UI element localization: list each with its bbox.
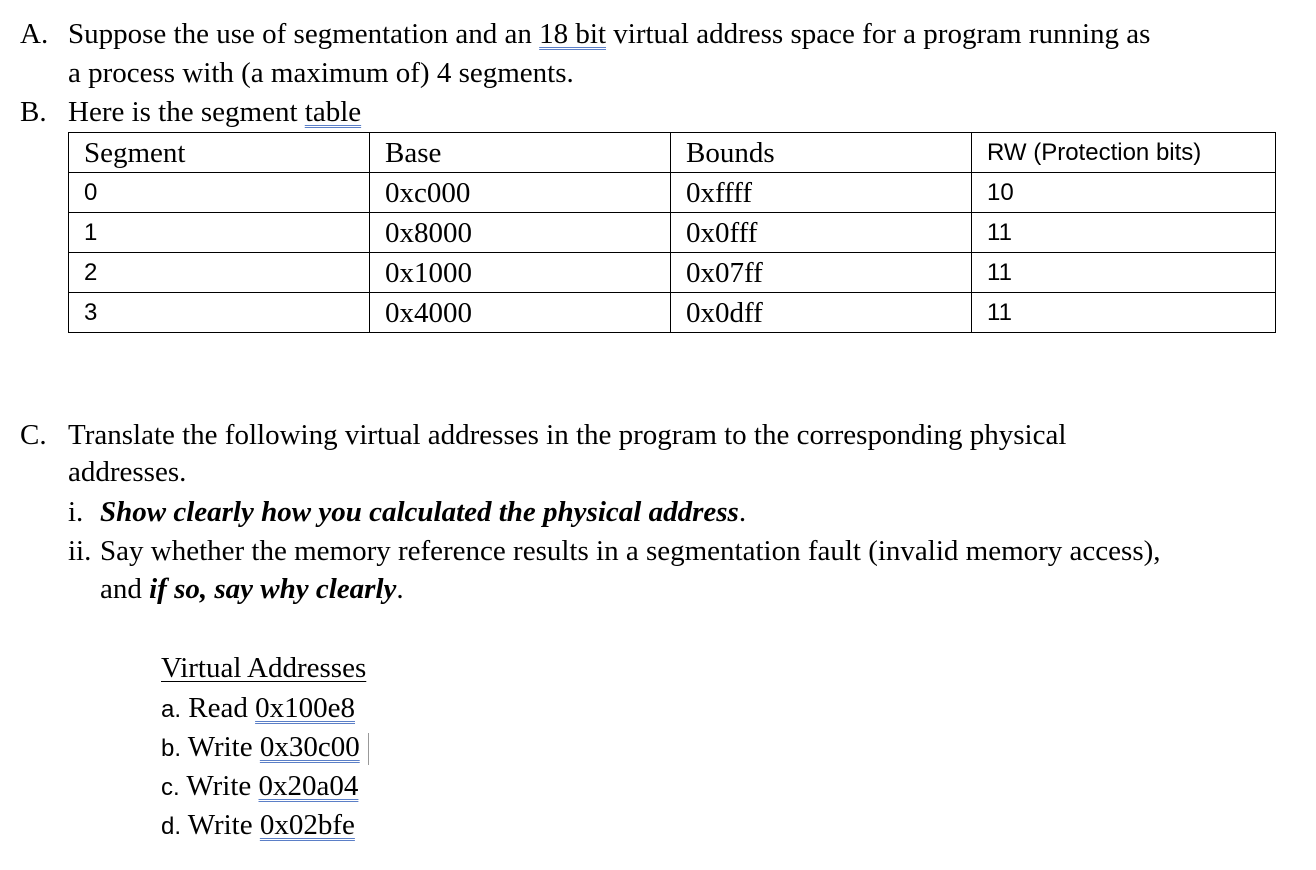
cell-rw: 11	[972, 253, 1276, 293]
item-letter: b.	[161, 735, 182, 762]
item-address: 0x20a04	[258, 770, 359, 802]
item-address: 0x02bfe	[259, 809, 355, 841]
sub-item-ii-line-2	[100, 571, 404, 607]
sub-ii-bold-text: if so, say why clearly	[149, 573, 397, 605]
cell-segment: 0	[69, 173, 370, 213]
item-a-line-1	[20, 16, 1150, 52]
cell-rw: 11	[972, 293, 1276, 333]
sub-item-ii-line-1	[68, 533, 1161, 569]
header-segment: Segment	[69, 133, 370, 173]
sub-i-marker: i.	[68, 496, 84, 528]
sub-i-bold-text: Show clearly how you calculated the physical address	[100, 496, 739, 528]
item-b-line	[20, 94, 361, 130]
item-a-text-post: virtual address space for a program running as	[606, 18, 1151, 50]
cell-bounds: 0x0fff	[671, 213, 972, 253]
cell-rw: 10	[972, 173, 1276, 213]
item-op: Write	[187, 809, 253, 841]
list-item	[161, 768, 358, 806]
sub-ii-marker: ii.	[68, 535, 92, 567]
item-a-bit-link: 18 bit	[539, 18, 607, 50]
table-header-row	[69, 133, 1276, 173]
item-address: 0x100e8	[255, 692, 355, 724]
list-item	[161, 729, 369, 767]
header-protection-bits: RW (Protection bits)	[972, 133, 1276, 173]
item-a-marker: A.	[20, 18, 49, 50]
item-op: Write	[187, 731, 253, 763]
item-a-text-pre: Suppose the use of segmentation and an	[68, 18, 540, 50]
cell-rw: 11	[972, 213, 1276, 253]
sub-ii-pre: and	[100, 573, 150, 605]
item-c-line-2: addresses.	[68, 456, 187, 488]
item-letter: c.	[161, 774, 180, 801]
virtual-addresses-heading: Virtual Addresses	[161, 652, 367, 684]
cell-segment: 2	[69, 253, 370, 293]
item-b-table-link: table	[304, 96, 362, 128]
item-op: Read	[188, 692, 248, 724]
table-row	[69, 253, 1276, 293]
table-row	[69, 173, 1276, 213]
item-a-line-2: a process with (a maximum of) 4 segments.	[68, 57, 574, 89]
item-letter: d.	[161, 813, 182, 840]
cell-base: 0x1000	[370, 253, 671, 293]
list-item	[161, 807, 355, 845]
item-letter: a.	[161, 696, 182, 723]
item-address: 0x30c00	[259, 731, 360, 763]
sub-i-end: .	[738, 496, 747, 528]
header-base: Base	[370, 133, 671, 173]
cell-segment: 1	[69, 213, 370, 253]
list-item	[161, 690, 355, 728]
cell-bounds: 0xffff	[671, 173, 972, 213]
cell-base: 0xc000	[370, 173, 671, 213]
cell-base: 0x4000	[370, 293, 671, 333]
item-c-text: Translate the following virtual addresses in the program to the corresponding physical	[68, 419, 1067, 451]
item-b-text-pre: Here is the segment	[68, 96, 305, 128]
item-b-marker: B.	[20, 96, 47, 128]
sub-ii-text: Say whether the memory reference results in a segmentation fault (invalid memory access),	[100, 535, 1161, 567]
segment-table	[68, 132, 1276, 333]
cell-segment: 3	[69, 293, 370, 333]
text-cursor	[368, 733, 369, 765]
item-c-line-1	[20, 417, 1066, 453]
header-bounds: Bounds	[671, 133, 972, 173]
sub-item-i	[68, 494, 746, 530]
table-row	[69, 213, 1276, 253]
cell-bounds: 0x07ff	[671, 253, 972, 293]
item-op: Write	[186, 770, 252, 802]
sub-ii-end: .	[396, 573, 404, 605]
item-c-marker: C.	[20, 419, 47, 451]
cell-base: 0x8000	[370, 213, 671, 253]
table-row	[69, 293, 1276, 333]
cell-bounds: 0x0dff	[671, 293, 972, 333]
